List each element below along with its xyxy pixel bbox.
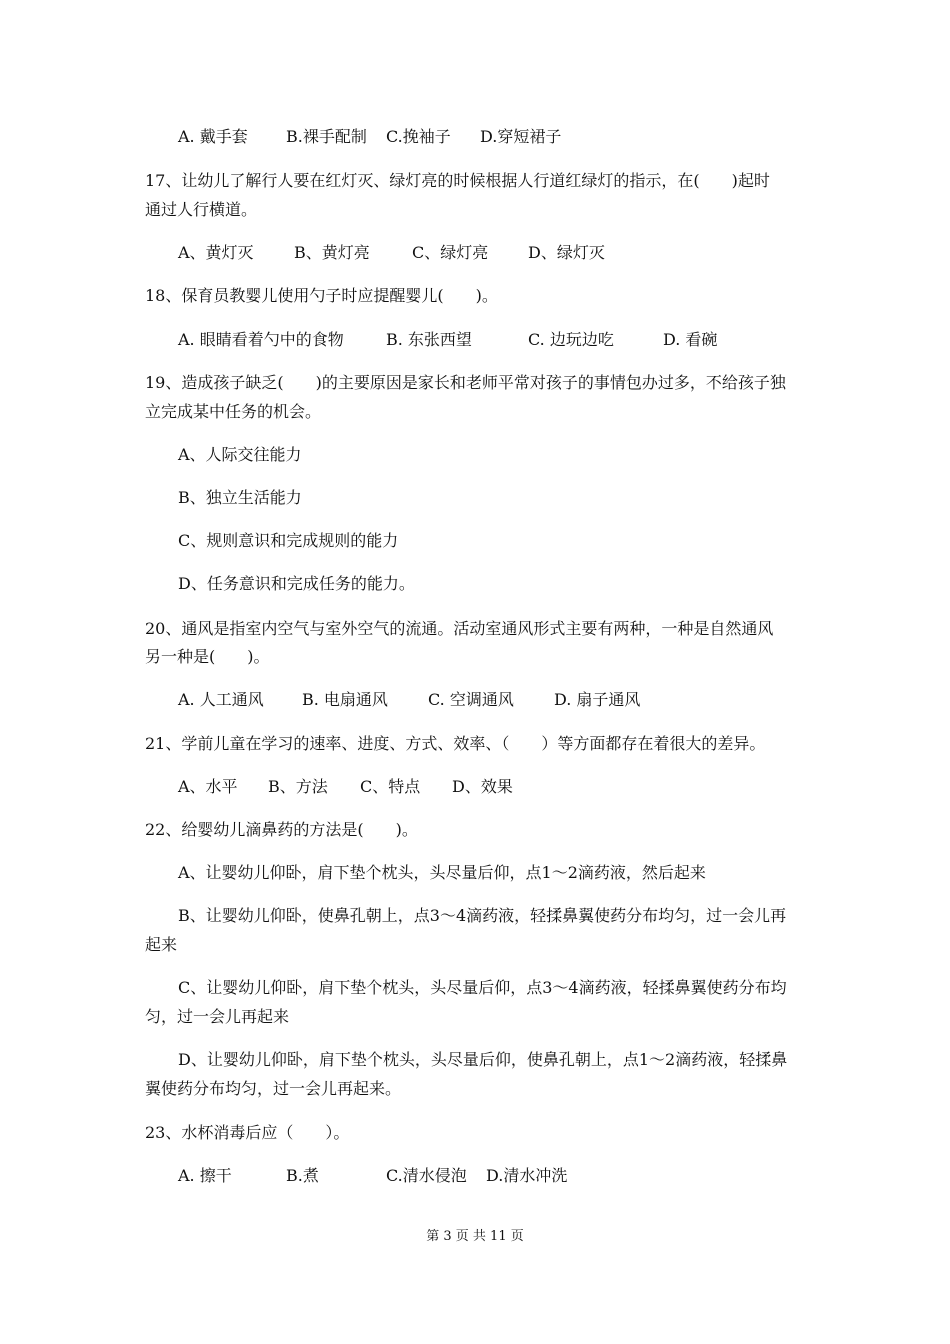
- q16-option-d: D.穿短裙子: [480, 127, 562, 146]
- q16-option-c: C.挽袖子: [386, 127, 451, 146]
- q21-option-c: C、特点: [360, 777, 421, 796]
- q19-stem-line1: 19、造成孩子缺乏( )的主要原因是家长和老师平常对孩子的事情包办过多，不给孩子独: [145, 373, 786, 392]
- q22-option-c-line2: 匀，过一会儿再起来: [145, 1007, 290, 1026]
- q17-option-c: C、绿灯亮: [412, 243, 489, 262]
- q22-option-c-line1: C、让婴幼儿仰卧，肩下垫个枕头，头尽量后仰，点3～4滴药液，轻揉鼻翼使药分布均: [178, 978, 787, 997]
- q17-option-a: A、黄灯灭: [178, 243, 254, 262]
- q23-option-b: B.煮: [286, 1166, 319, 1185]
- q18-option-d: D. 看碗: [663, 330, 718, 349]
- q22-option-b-line1: B、让婴幼儿仰卧，使鼻孔朝上，点3～4滴药液，轻揉鼻翼使药分布均匀，过一会儿再: [178, 906, 787, 925]
- q23-option-c: C.清水侵泡: [386, 1166, 467, 1185]
- q23-option-a: A. 擦干: [178, 1166, 232, 1185]
- q21-option-a: A、水平: [178, 777, 238, 796]
- q22-option-a: A、让婴幼儿仰卧，肩下垫个枕头，头尽量后仰，点1～2滴药液，然后起来: [178, 863, 706, 882]
- q18-option-b: B. 东张西望: [386, 330, 472, 349]
- q17-option-b: B、黄灯亮: [294, 243, 370, 262]
- q19-option-c: C、规则意识和完成规则的能力: [178, 531, 399, 550]
- q21-option-b: B、方法: [268, 777, 328, 796]
- q17-stem-line2: 通过人行横道。: [145, 200, 258, 219]
- q17-option-d: D、绿灯灭: [528, 243, 605, 262]
- q20-option-c: C. 空调通风: [428, 690, 514, 709]
- q20-stem-line2: 另一种是( )。: [145, 647, 270, 666]
- q18-option-c: C. 边玩边吃: [528, 330, 614, 349]
- q21-stem: 21、学前儿童在学习的速率、进度、方式、效率、（ ）等方面都存在着很大的差异。: [145, 734, 766, 753]
- q19-stem-line2: 立完成某中任务的机会。: [145, 402, 322, 421]
- q20-option-d: D. 扇子通风: [554, 690, 641, 709]
- page-number-footer: 第 3 页 共 11 页: [426, 1229, 524, 1244]
- q18-option-a: A. 眼睛看着勺中的食物: [178, 330, 344, 349]
- q19-option-b: B、独立生活能力: [178, 488, 302, 507]
- q19-option-a: A、人际交往能力: [178, 445, 302, 464]
- q19-option-d: D、任务意识和完成任务的能力。: [178, 574, 415, 593]
- q22-option-b-line2: 起来: [145, 935, 178, 954]
- q22-option-d-line1: D、让婴幼儿仰卧，肩下垫个枕头，头尽量后仰，使鼻孔朝上，点1～2滴药液，轻揉鼻: [178, 1050, 788, 1069]
- q20-option-b: B. 电扇通风: [302, 690, 388, 709]
- q17-stem-line1: 17、让幼儿了解行人要在红灯灭、绿灯亮的时候根据人行道红绿灯的指示，在( )起时: [145, 171, 770, 190]
- q21-option-d: D、效果: [452, 777, 513, 796]
- q22-stem: 22、给婴幼儿滴鼻药的方法是( )。: [145, 820, 418, 839]
- q20-stem-line1: 20、通风是指室内空气与室外空气的流通。活动室通风形式主要有两种，一种是自然通风: [145, 619, 774, 638]
- q16-option-a: A. 戴手套: [178, 127, 248, 146]
- q18-stem: 18、保育员教婴儿使用勺子时应提醒婴儿( )。: [145, 286, 498, 305]
- q16-option-b: B.裸手配制: [286, 127, 367, 146]
- q23-option-d: D.清水冲洗: [486, 1166, 568, 1185]
- q22-option-d-line2: 翼使药分布均匀，过一会儿再起来。: [145, 1079, 402, 1098]
- q20-option-a: A. 人工通风: [178, 690, 264, 709]
- q23-stem: 23、水杯消毒后应（ ）。: [145, 1123, 350, 1142]
